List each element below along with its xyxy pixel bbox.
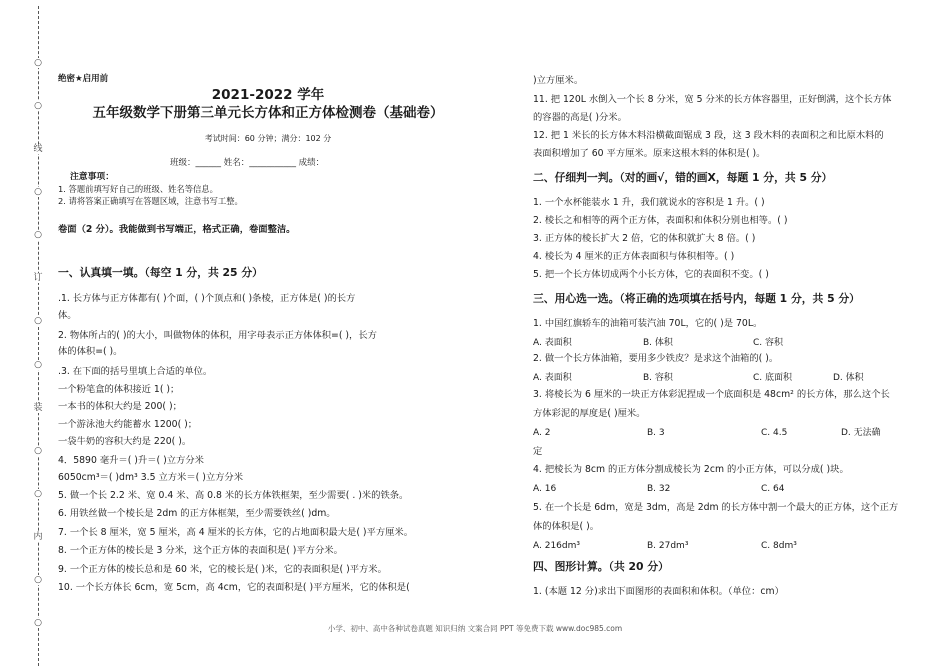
binding-mark: ○ bbox=[31, 101, 45, 111]
binding-mark: ○ bbox=[31, 230, 45, 240]
continued-question-line: 12. 把 1 米长的长方体木料沿横截面锯成 3 段，这 3 段木料的表面积之和比原木料的 bbox=[533, 130, 884, 141]
option: C. 4.5 bbox=[761, 428, 788, 438]
judge-item: 4. 棱长为 4 厘米的正方体表面积与体积相等。( ) bbox=[533, 251, 735, 262]
exam-title: 五年级数学下册第三单元长方体和正方体检测卷（基础卷） bbox=[92, 105, 444, 121]
continued-question-line: 表面积增加了 60 平方厘米。原来这根木料的体积是( )。 bbox=[533, 148, 766, 159]
section-1-line: 8. 一个正方体的棱长是 3 分米，这个正方体的表面积是( )平方分米。 bbox=[58, 545, 343, 556]
student-info: 班级：______ 姓名：___________ 成绩： bbox=[170, 158, 325, 168]
binding-mark: ○ bbox=[31, 446, 45, 456]
continued-question-line: 11. 把 120L 水倒入一个长 8 分米，宽 5 分米的长方体容器里，正好倒满，这个长方体 bbox=[533, 94, 892, 105]
section-1-title: 一、认真填一填。（每空 1 分，共 25 分） bbox=[58, 266, 263, 279]
neatness-line: 卷面（2 分）。我能做到书写端正，格式正确，卷面整洁。 bbox=[58, 224, 296, 235]
section-1-line: 2. 物体所占的( )的大小，叫做物体的体积，用字母表示正方体体积=( )，长方 bbox=[58, 330, 377, 341]
section-3-title: 三、用心选一选。（将正确的选项填在括号内，每题 1 分，共 5 分） bbox=[533, 292, 860, 305]
s3-q1: 1. 中国红旗轿车的油箱可装汽油 70L，它的( )是 70L。 bbox=[533, 318, 763, 329]
option: A. 表面积 bbox=[533, 373, 572, 383]
continued-question-line: 的容器的高是( )分米。 bbox=[533, 112, 627, 123]
option: A. 表面积 bbox=[533, 338, 572, 348]
option: A. 216dm³ bbox=[533, 541, 580, 551]
option: B. 27dm³ bbox=[647, 541, 689, 551]
section-1-line: 体的体积=( )。 bbox=[58, 346, 123, 357]
binding-mark: 订 bbox=[31, 273, 45, 283]
s3-q3-options bbox=[533, 427, 881, 439]
binding-mark: ○ bbox=[31, 187, 45, 197]
binding-mark: ○ bbox=[31, 360, 45, 370]
binding-mark: 内 bbox=[31, 532, 45, 542]
continued-question-line: )立方厘米。 bbox=[533, 75, 584, 86]
section-1-line: 一袋牛奶的容积大约是 220( )。 bbox=[58, 436, 192, 447]
section-1-line: 5. 做一个长 2.2 米、宽 0.4 米、高 0.8 米的长方体铁框架，至少需要( . )米的铁条。 bbox=[58, 490, 409, 501]
judge-item: 5. 把一个长方体切成两个小长方体，它的表面积不变。( ) bbox=[533, 269, 769, 280]
option: B. 3 bbox=[647, 428, 665, 438]
s3-q5-line-1: 5. 在一个长是 6dm，宽是 3dm，高是 2dm 的长方体中割一个最大的正方体，这个正方 bbox=[533, 502, 899, 513]
option: B. 容积 bbox=[643, 373, 673, 383]
judge-item: 2. 棱长之和相等的两个正方体，表面积和体积分别也相等。( ) bbox=[533, 215, 788, 226]
s4-q1: 1. (本题 12 分)求出下面图形的表面积和体积。（单位：cm） bbox=[533, 586, 784, 597]
s3-q5-line-2: 体的体积是( )。 bbox=[533, 521, 599, 532]
exam-year-title: 2021-2022 学年 bbox=[211, 87, 325, 103]
section-1-line: .1. 长方体与正方体都有( )个面，( )个顶点和( )条棱，正方体是( )的长方 bbox=[58, 293, 356, 304]
option: C. 8dm³ bbox=[761, 541, 797, 551]
binding-mark: ○ bbox=[31, 316, 45, 326]
section-1-line: 6. 用铁丝做一个棱长是 2dm 的正方体框架，至少需要铁丝( )dm。 bbox=[58, 508, 336, 519]
binding-mark: 装 bbox=[31, 403, 45, 413]
exam-info: 考试时间：60 分钟；满分：102 分 bbox=[204, 134, 332, 143]
note-1: 1. 答题前填写好自己的班级、姓名等信息。 bbox=[58, 184, 218, 194]
option: A. 16 bbox=[533, 484, 557, 494]
s3-q3-line-3: 定 bbox=[533, 446, 543, 457]
s3-q4-options bbox=[533, 483, 784, 495]
section-1-line: 10. 一个长方体长 6cm，宽 5cm，高 4cm，它的表面积是( )平方厘米，它的体积是( bbox=[58, 582, 410, 593]
notes-heading: 注意事项： bbox=[70, 172, 114, 182]
section-4-title: 四、图形计算。（共 20 分） bbox=[533, 560, 669, 573]
section-1-line: 7. 一个长 8 厘米，宽 5 厘米，高 4 厘米的长方体，它的占地面积最大是( )平方厘米。 bbox=[58, 527, 414, 538]
s3-q1-options bbox=[533, 337, 783, 349]
binding-mark: ○ bbox=[31, 58, 45, 68]
section-2-title: 二、仔细判一判。（对的画√，错的画Ⅹ，每题 1 分，共 5 分） bbox=[533, 171, 833, 184]
s3-q3-line-1: 3. 将棱长为 6 厘米的一块正方体彩泥捏成一个底面积是 48cm² 的长方体，那么这个长 bbox=[533, 389, 890, 400]
s3-q4: 4. 把棱长为 8cm 的正方体分割成棱长为 2cm 的小正方体，可以分成( )块。 bbox=[533, 464, 849, 475]
binding-mark: ○ bbox=[31, 575, 45, 585]
page-footer: 小学、初中、高中各种试卷真题 知识归纳 文案合同 PPT 等免费下载 www.doc985.com bbox=[327, 624, 623, 633]
option: B. 体积 bbox=[643, 338, 673, 348]
section-1-line: 一个粉笔盒的体积接近 1( )； bbox=[58, 384, 180, 395]
option: A. 2 bbox=[533, 428, 551, 438]
s3-q5-options bbox=[533, 540, 797, 552]
option: D. 无法确 bbox=[841, 428, 881, 438]
binding-mark: ○ bbox=[31, 489, 45, 499]
judge-item: 3. 正方体的棱长扩大 2 倍，它的体积就扩大 8 倍。( ) bbox=[533, 233, 756, 244]
option: C. 底面积 bbox=[753, 373, 793, 383]
section-1-line: 体。 bbox=[58, 310, 77, 321]
option: D. 体积 bbox=[833, 373, 864, 383]
section-1-line: 一本书的体积大约是 200( )； bbox=[58, 401, 182, 412]
binding-mark: 线 bbox=[31, 144, 45, 154]
option: B. 32 bbox=[647, 484, 671, 494]
option: C. 64 bbox=[761, 484, 785, 494]
section-1-line: 一个游泳池大约能蓄水 1200( )； bbox=[58, 419, 198, 430]
section-1-line: 6050cm³＝( )dm³ 3.5 立方米＝( )立方分米 bbox=[58, 472, 244, 483]
judge-item: 1. 一个水杯能装水 1 升，我们就说水的容积是 1 升。( ) bbox=[533, 197, 765, 208]
note-2: 2. 请将答案正确填写在答题区域，注意书写工整。 bbox=[58, 196, 243, 206]
option: C. 容积 bbox=[753, 338, 784, 348]
section-1-line: 9. 一个正方体的棱长总和是 60 米，它的棱长是( )米，它的表面积是( )平方米。 bbox=[58, 564, 387, 575]
binding-mark: ○ bbox=[31, 618, 45, 628]
s3-q3-line-2: 方体彩泥的厚度是( )厘米。 bbox=[533, 408, 646, 419]
s3-q2: 2. 做一个长方体油箱，要用多少铁皮？是求这个油箱的( )。 bbox=[533, 353, 779, 364]
section-1-line: .3. 在下面的括号里填上合适的单位。 bbox=[58, 366, 213, 377]
section-1-line: 4．5890 毫升＝( )升＝( )立方分米 bbox=[58, 455, 204, 466]
s3-q2-options bbox=[533, 372, 864, 384]
secret-label: 绝密★启用前 bbox=[58, 74, 109, 84]
